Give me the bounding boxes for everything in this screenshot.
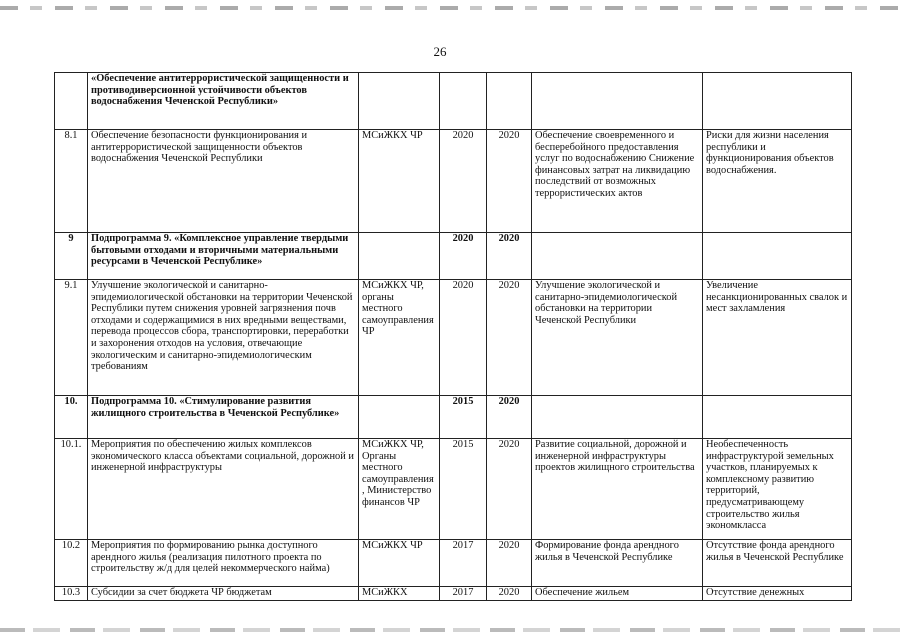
row-title: Подпрограмма 9. «Комплексное управление твердыми бытовыми отходами и вторичными материальными ресурсами в Чеченской Республике»	[88, 233, 359, 280]
program-table	[54, 72, 852, 601]
scan-artifact-bottom	[0, 628, 905, 632]
table-row	[55, 130, 852, 233]
row-title: Улучшение экологической и санитарно-эпидемиологической обстановки на территории Чеченской Республики путем снижения уровней загрязнения почв отходами и содержащимися в них вредными веществами, перевода процессов сбора, транспортировки, переработки и захоронения отходов на условия, отвечающие экологическим и санитарно-эпидемиологическим требованиям	[88, 280, 359, 396]
row-risks	[703, 73, 852, 130]
row-number: 8.1	[55, 130, 88, 233]
row-executor: МСиЖКХ	[359, 587, 440, 601]
row-executor: МСиЖКХ ЧР	[359, 130, 440, 233]
row-end-year	[487, 73, 532, 130]
row-executor: МСиЖКХ ЧР, Органы местного самоуправления, Министерство финансов ЧР	[359, 439, 440, 540]
table-row	[55, 73, 852, 130]
row-start-year: 2017	[440, 587, 487, 601]
table-row	[55, 439, 852, 540]
row-number: 10.	[55, 396, 88, 439]
row-title: «Обеспечение антитеррористической защищенности и противодиверсионной устойчивости объектов водоснабжения Чеченской Республики»	[88, 73, 359, 130]
row-executor	[359, 233, 440, 280]
row-end-year: 2020	[487, 540, 532, 587]
row-number: 10.1.	[55, 439, 88, 540]
row-executor: МСиЖКХ ЧР	[359, 540, 440, 587]
row-number: 10.3	[55, 587, 88, 601]
row-end-year: 2020	[487, 280, 532, 396]
row-risks: Отсутствие денежных	[703, 587, 852, 601]
row-number	[55, 73, 88, 130]
row-end-year: 2020	[487, 439, 532, 540]
row-start-year	[440, 73, 487, 130]
row-title: Обеспечение безопасности функционирования и антитеррористической защищенности объектов водоснабжения Чеченской Республики	[88, 130, 359, 233]
row-expected-result: Обеспечение своевременного и бесперебойного предоставления услуг по водоснабжению Снижение финансовых затрат на ликвидацию последствий от возможных террористических актов	[532, 130, 703, 233]
page-number: 26	[433, 44, 447, 59]
row-expected-result: Формирование фонда арендного жилья в Чеченской Республике	[532, 540, 703, 587]
row-number: 9	[55, 233, 88, 280]
row-risks: Отсутствие фонда арендного жилья в Чеченской Республике	[703, 540, 852, 587]
row-executor	[359, 73, 440, 130]
row-end-year: 2020	[487, 233, 532, 280]
row-expected-result	[532, 73, 703, 130]
table-row	[55, 540, 852, 587]
row-start-year: 2015	[440, 439, 487, 540]
scan-artifact-top	[0, 6, 905, 10]
row-title: Мероприятия по формированию рынка доступного арендного жилья (реализация пилотного проекта по строительству ж/д для целей некоммерческого найма)	[88, 540, 359, 587]
row-end-year: 2020	[487, 396, 532, 439]
row-expected-result	[532, 233, 703, 280]
row-risks: Необеспеченность инфраструктурой земельных участков, планируемых к комплексному развитию территорий, предусматривающему строительство жилья экономкласса	[703, 439, 852, 540]
row-start-year: 2020	[440, 233, 487, 280]
row-start-year: 2015	[440, 396, 487, 439]
row-start-year: 2017	[440, 540, 487, 587]
row-title: Субсидии за счет бюджета ЧР бюджетам	[88, 587, 359, 601]
row-risks: Увеличение несанкционированных свалок и мест захламления	[703, 280, 852, 396]
table-body	[55, 73, 852, 601]
row-end-year: 2020	[487, 587, 532, 601]
table-row	[55, 587, 852, 601]
row-number: 9.1	[55, 280, 88, 396]
row-expected-result	[532, 396, 703, 439]
row-risks	[703, 396, 852, 439]
table-row	[55, 396, 852, 439]
row-title: Мероприятия по обеспечению жилых комплексов экономического класса объектами социальной, дорожной и инженерной инфраструктуры	[88, 439, 359, 540]
row-executor	[359, 396, 440, 439]
row-start-year: 2020	[440, 280, 487, 396]
row-start-year: 2020	[440, 130, 487, 233]
row-expected-result: Развитие социальной, дорожной и инженерной инфраструктуры проектов жилищного строительства	[532, 439, 703, 540]
row-expected-result: Улучшение экологической и санитарно-эпидемиологической обстановки на территории Чеченской Республики	[532, 280, 703, 396]
row-risks: Риски для жизни населения республики и функционирования объектов водоснабжения.	[703, 130, 852, 233]
row-expected-result: Обеспечение жильем	[532, 587, 703, 601]
row-executor: МСиЖКХ ЧР, органы местного самоуправления ЧР	[359, 280, 440, 396]
row-end-year: 2020	[487, 130, 532, 233]
table-row	[55, 233, 852, 280]
table-row	[55, 280, 852, 396]
row-title: Подпрограмма 10. «Стимулирование развития жилищного строительства в Чеченской Республике»	[88, 396, 359, 439]
row-risks	[703, 233, 852, 280]
row-number: 10.2	[55, 540, 88, 587]
